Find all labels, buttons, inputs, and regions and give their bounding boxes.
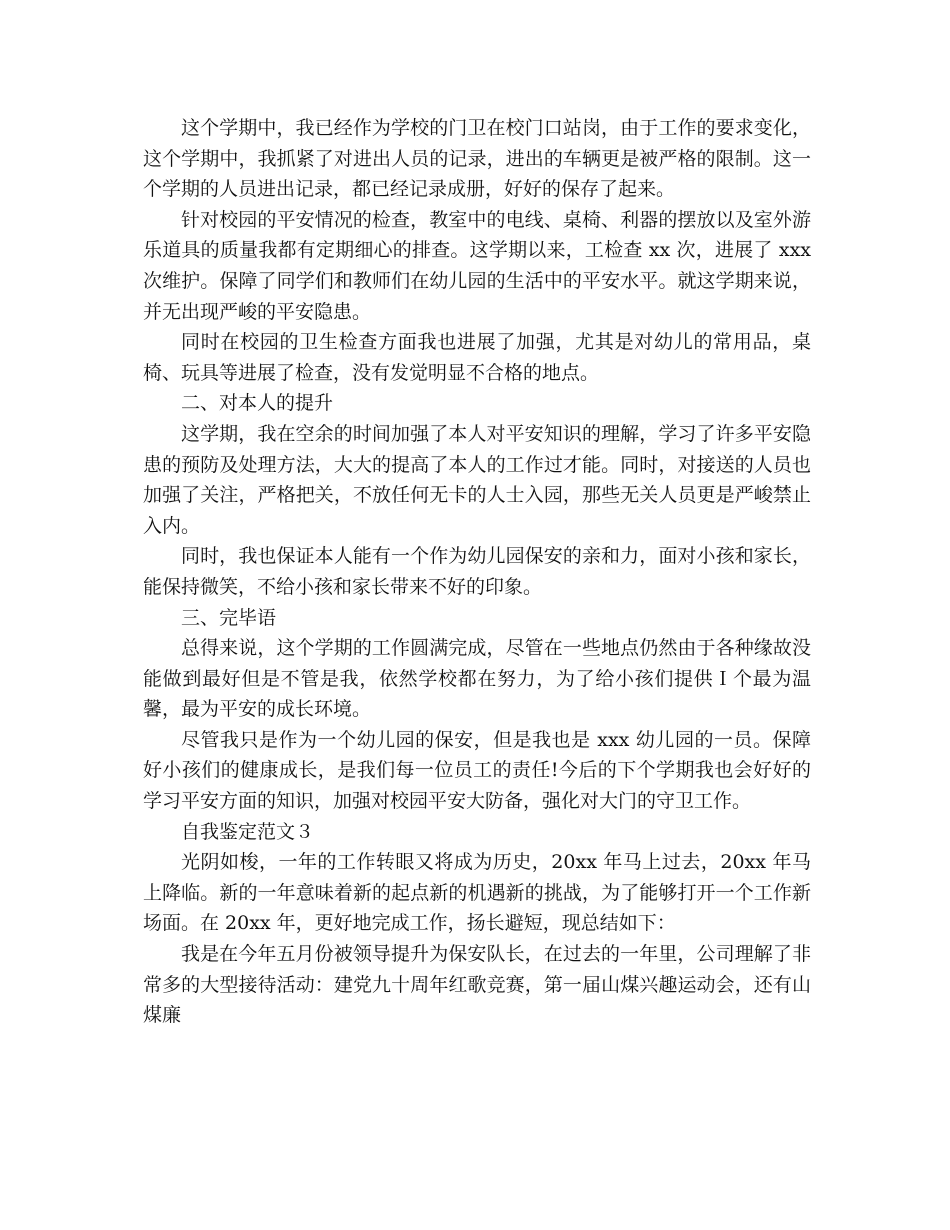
paragraph: 同时在校园的卫生检查方面我也进展了加强，尤其是对幼儿的常用品，桌椅、玩具等进展了检查，没有发觉明显不合格的地点。 xyxy=(143,331,811,384)
paragraph: 这个学期中，我已经作为学校的门卫在校门口站岗，由于工作的要求变化，这个学期中，我抓紧了对进出人员的记录，进出的车辆更是被严格的限制。这一个学期的人员进出记录，都已经记录成册，好好的保存了起来。 xyxy=(143,117,811,201)
paragraph: 这学期，我在空余的时间加强了本人对平安知识的理解，学习了许多平安隐患的预防及处理方法，大大的提高了本人的工作过才能。同时，对接送的人员也加强了关注，严格把关，不放任何无卡的人士入园，那些无关人员更是严峻禁止入内。 xyxy=(143,422,811,537)
paragraph: 同时，我也保证本人能有一个作为幼儿园保安的亲和力，面对小孩和家长，能保持微笑，不给小孩和家长带来不好的印象。 xyxy=(143,545,811,598)
paragraph: 我是在今年五月份被领导提升为保安队长，在过去的一年里，公司理解了非常多的大型接待活动：建党九十周年红歌竞赛，第一届山煤兴趣运动会，还有山煤廉 xyxy=(143,943,811,1027)
paragraph: 总得来说，这个学期的工作圆满完成，尽管在一些地点仍然由于各种缘故没能做到最好但是不管是我，依然学校都在努力，为了给小孩们提供Ｉ个最为温馨，最为平安的成长环境。 xyxy=(143,637,811,721)
paragraph: 尽管我只是作为一个幼儿园的保安，但是我也是 xxx 幼儿园的一员。保障好小孩们的健康成长，是我们每一位员工的责任!今后的下个学期我也会好好的学习平安方面的知识，加强对校园平安大防备，强化对大门的守卫工作。 xyxy=(143,728,811,813)
section-heading: 二、对本人的提升 xyxy=(181,392,334,415)
paragraph: 针对校园的平安情况的检查，教室中的电线、桌椅、利器的摆放以及室外游乐道具的质量我都有定期细心的排查。这学期以来，工检查 xx 次，进展了 xxx 次维护。保障了同学们和教师们在幼儿园的生活中的平安水平。就这学期来说，并无出现严峻的平安隐患。 xyxy=(143,208,811,323)
section-heading: 自我鉴定范文３ xyxy=(181,820,315,843)
document-body xyxy=(143,113,811,1031)
paragraph: 光阴如梭，一年的工作转眼又将成为历史，20xx 年马上过去，20xx 年马上降临。新的一年意味着新的起点新的机遇新的挑战，为了能够打开一个工作新场面。在 20xx 年，更好地完成工作，扬长避短，现总结如下： xyxy=(143,851,811,935)
section-heading: 三、完毕语 xyxy=(181,606,277,629)
